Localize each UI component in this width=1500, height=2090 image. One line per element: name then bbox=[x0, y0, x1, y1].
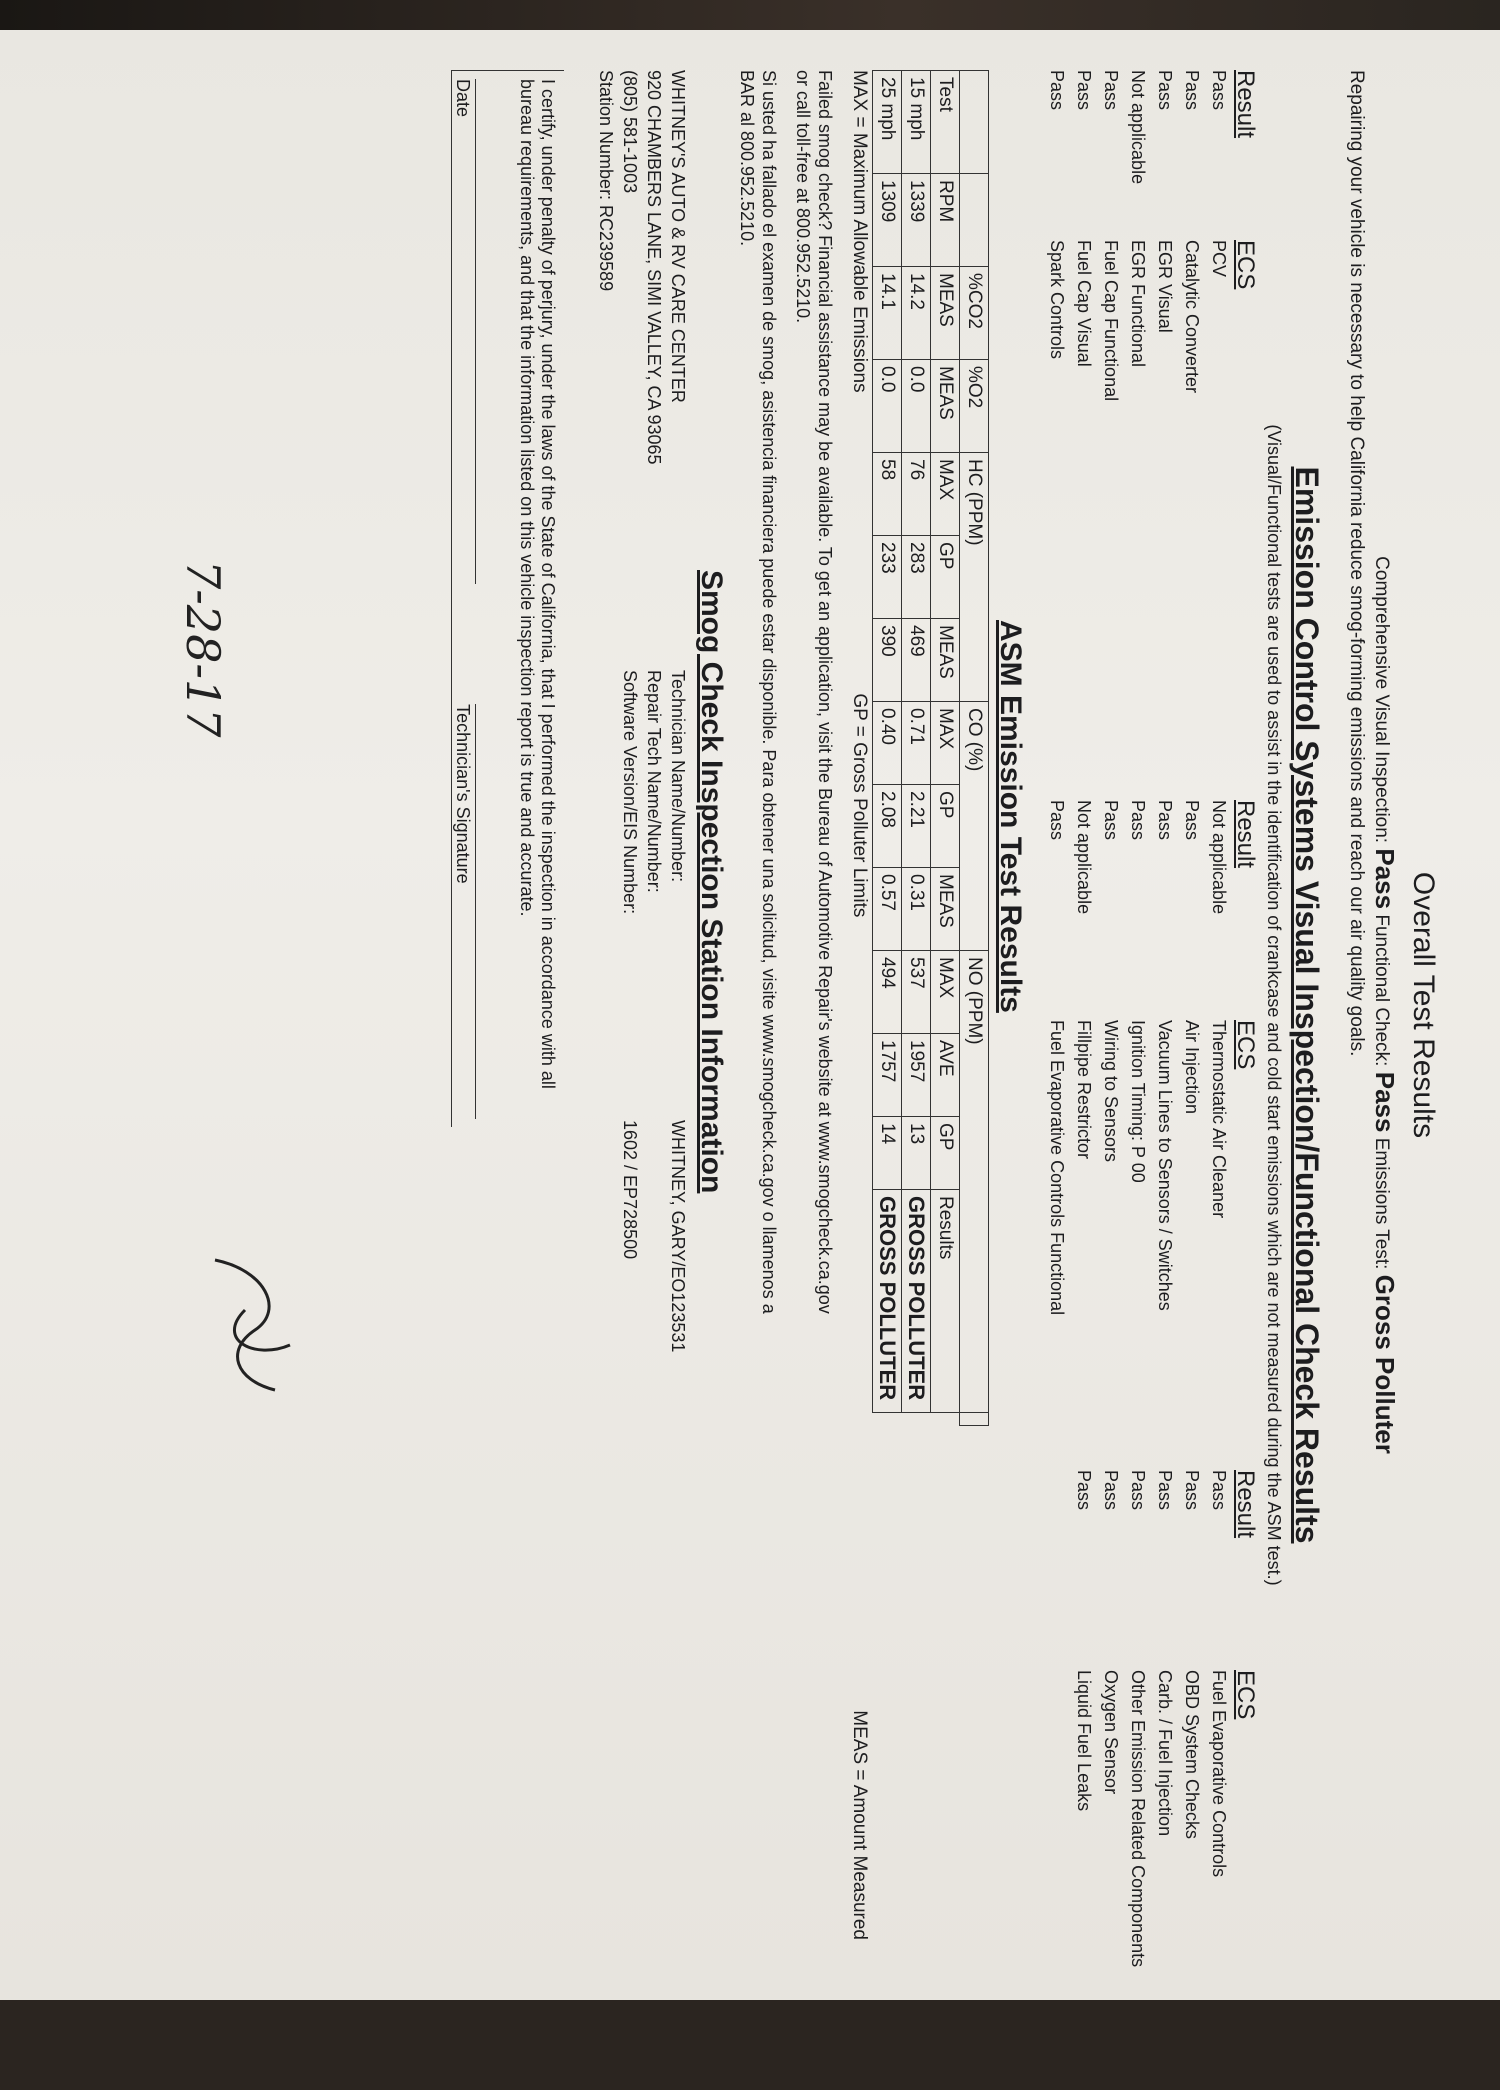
ecs-result: Pass bbox=[1047, 70, 1067, 111]
ecs-result: Not applicable bbox=[1209, 800, 1229, 915]
repair-tech-label: Repair Tech Name/Number: bbox=[644, 670, 664, 893]
asm-cell: GROSS POLLUTER bbox=[902, 1190, 931, 1413]
asm-group-header: HC (PPM) bbox=[960, 453, 989, 702]
ecs-name: Other Emission Related Components bbox=[1128, 1670, 1148, 1968]
ecs-name-header: ECS bbox=[1232, 1670, 1259, 1720]
ecs-name: EGR Functional bbox=[1128, 240, 1148, 368]
asm-sub-header: Results bbox=[931, 1190, 960, 1413]
repair-note: Repairing your vehicle is necessary to help California reduce smog-forming emissions and reach our air quality goals. bbox=[1346, 70, 1367, 1057]
asm-sub-header: GP bbox=[931, 536, 960, 619]
ecs-result: Pass bbox=[1209, 70, 1229, 111]
asm-cell: 15 mph bbox=[902, 71, 931, 174]
asm-cell: 390 bbox=[873, 619, 902, 702]
ecs-name: Fuel Evaporative Controls bbox=[1209, 1670, 1229, 1878]
software-label: Software Version/EIS Number: bbox=[620, 670, 640, 915]
asm-cell: 0.0 bbox=[902, 360, 931, 453]
signature-row bbox=[452, 79, 476, 1119]
emissions-result: Gross Polluter bbox=[1370, 1274, 1400, 1454]
ecs-name: PCV bbox=[1209, 240, 1229, 278]
asm-group-header bbox=[960, 1413, 989, 1426]
ecs-result: Pass bbox=[1155, 800, 1175, 841]
ecs-name-header: ECS bbox=[1232, 1020, 1259, 1070]
asm-group-header: NO (PPM) bbox=[960, 951, 989, 1413]
legend-gp: GP = Gross Polluter Limits bbox=[849, 693, 870, 918]
asm-cell: 25 mph bbox=[873, 71, 902, 174]
overall-title: Overall Test Results bbox=[1407, 871, 1440, 1139]
functional-result: Pass bbox=[1370, 1071, 1400, 1133]
asm-sub-header: MEAS bbox=[931, 267, 960, 360]
asm-sub-header: MEAS bbox=[931, 619, 960, 702]
software-value: 1602 / EP728500 bbox=[620, 1120, 640, 1260]
ecs-name: EGR Visual bbox=[1155, 240, 1175, 333]
station-name: WHITNEY'S AUTO & RV CARE CENTER bbox=[668, 70, 688, 403]
asm-sub-header: MAX bbox=[931, 453, 960, 536]
asm-sub-header: MAX bbox=[931, 951, 960, 1034]
ecs-result: Pass bbox=[1155, 70, 1175, 111]
tech-label: Technician Name/Number: bbox=[668, 670, 688, 883]
ecs-note: (Visual/Functional tests are used to assist in the identification of crankcase and cold start emissions which are not measured during the ASM test.) bbox=[1264, 424, 1284, 1586]
ecs-name: Fillpipe Restrictor bbox=[1074, 1020, 1094, 1160]
ecs-name: Ignition Timing: P 00 bbox=[1128, 1020, 1148, 1183]
asm-cell: 58 bbox=[873, 453, 902, 536]
asm-title: ASM Emission Test Results bbox=[994, 620, 1027, 1013]
asm-table bbox=[872, 70, 989, 1426]
asm-cell: GROSS POLLUTER bbox=[873, 1190, 902, 1413]
asm-cell: 494 bbox=[873, 951, 902, 1034]
emissions-label: Emissions Test: bbox=[1371, 1137, 1392, 1270]
asm-cell: 0.40 bbox=[873, 702, 902, 785]
ecs-result: Pass bbox=[1074, 1470, 1094, 1511]
ecs-name bbox=[1043, 1670, 1070, 2090]
overall-results-line bbox=[1369, 70, 1400, 1940]
asm-cell: 14.2 bbox=[902, 267, 931, 360]
ecs-result-header: Result bbox=[1232, 800, 1259, 869]
asm-sub-header: AVE bbox=[931, 1034, 960, 1117]
signature-scribble-icon bbox=[195, 1250, 305, 1400]
asm-sub-header: MEAS bbox=[931, 868, 960, 951]
asm-group-header bbox=[960, 174, 989, 267]
asm-sub-header: Test bbox=[931, 71, 960, 174]
asm-sub-header: MEAS bbox=[931, 360, 960, 453]
tech-value: WHITNEY, GARY/EO123531 bbox=[668, 1120, 688, 1353]
ecs-result: Pass bbox=[1074, 70, 1094, 111]
ecs-name: Catalytic Converter bbox=[1182, 240, 1202, 394]
ecs-result: Pass bbox=[1101, 800, 1121, 841]
ecs-grid bbox=[1043, 70, 1259, 1968]
ecs-name: Air Injection bbox=[1182, 1020, 1202, 1115]
certify-box bbox=[451, 70, 564, 1127]
station-info bbox=[594, 70, 690, 1940]
ecs-result: Pass bbox=[1101, 1470, 1121, 1511]
ecs-name-header: ECS bbox=[1232, 240, 1259, 290]
ecs-result-header: Result bbox=[1232, 1470, 1259, 1539]
ecs-result: Pass bbox=[1128, 1470, 1148, 1511]
functional-label: Functional Check: bbox=[1371, 914, 1392, 1067]
ecs-name: OBD System Checks bbox=[1182, 1670, 1202, 1840]
asm-group-header: CO (%) bbox=[960, 702, 989, 951]
ecs-name: Fuel Cap Visual bbox=[1074, 240, 1094, 367]
table-row bbox=[902, 71, 931, 1426]
asm-legend bbox=[848, 70, 870, 1940]
asm-cell: 2.08 bbox=[873, 785, 902, 868]
visual-result: Pass bbox=[1370, 848, 1400, 910]
asm-cell: 14.1 bbox=[873, 267, 902, 360]
ecs-result: Pass bbox=[1182, 1470, 1202, 1511]
asm-cell: 469 bbox=[902, 619, 931, 702]
signature-label: Technician's Signature bbox=[452, 704, 476, 1119]
ecs-name: Thermostatic Air Cleaner bbox=[1209, 1020, 1229, 1219]
asm-group-header: %O2 bbox=[960, 360, 989, 453]
certify-text: I certify, under penalty of perjury, under the laws of the State of California, that I performed the inspection in accordance with all bureau requirements, and that the information listed on this vehicle inspection report is true and accurate. bbox=[517, 79, 558, 1089]
ecs-result: Pass bbox=[1128, 800, 1148, 841]
ecs-name: Oxygen Sensor bbox=[1101, 1670, 1121, 1795]
asm-cell: 0.71 bbox=[902, 702, 931, 785]
ecs-result: Pass bbox=[1182, 800, 1202, 841]
ecs-name: Wiring to Sensors bbox=[1101, 1020, 1121, 1163]
inspection-report bbox=[30, 0, 1500, 1968]
legend-max: MAX = Maximum Allowable Emissions bbox=[849, 70, 870, 393]
asm-cell: 0.31 bbox=[902, 868, 931, 951]
ecs-result: Pass bbox=[1209, 1470, 1229, 1511]
station-address: 920 CHAMBERS LANE, SIMI VALLEY, CA 93065 bbox=[644, 70, 664, 465]
ecs-name: Spark Controls bbox=[1047, 240, 1067, 360]
station-phone: (805) 581-1003 bbox=[620, 70, 640, 194]
ecs-result: Not applicable bbox=[1128, 70, 1148, 185]
asm-cell: 0.57 bbox=[873, 868, 902, 951]
asm-cell: 1957 bbox=[902, 1034, 931, 1117]
table-row bbox=[873, 71, 902, 1426]
asm-cell: 2.21 bbox=[902, 785, 931, 868]
asm-group-header: %CO2 bbox=[960, 267, 989, 360]
date-label: Date bbox=[452, 79, 476, 584]
assistance-es: Si usted ha fallado el examen de smog, asistencia financiera puede estar disponible. Para obtener una solicitud, visite www.smogcheck.ca.gov o llamenos a BAR al 800.952.5210. bbox=[737, 70, 779, 1314]
ecs-result: Not applicable bbox=[1074, 800, 1094, 915]
ecs-section-title: Emission Control Systems Visual Inspection/Functional Check Results bbox=[1289, 466, 1325, 1544]
ecs-result: Pass bbox=[1101, 70, 1121, 111]
handwritten-date: 7-28-17 bbox=[176, 560, 230, 738]
asm-cell: 1339 bbox=[902, 174, 931, 267]
station-number: Station Number: RC239589 bbox=[596, 70, 616, 292]
asm-sub-header: MAX bbox=[931, 702, 960, 785]
asm-sub-header: RPM bbox=[931, 174, 960, 267]
ecs-result: Pass bbox=[1182, 70, 1202, 111]
ecs-name: Carb. / Fuel Injection bbox=[1155, 1670, 1175, 1837]
ecs-name: Fuel Evaporative Controls Functional bbox=[1047, 1020, 1067, 1316]
asm-cell: 76 bbox=[902, 453, 931, 536]
asm-cell: 1757 bbox=[873, 1034, 902, 1117]
asm-cell: 283 bbox=[902, 536, 931, 619]
asm-cell: 537 bbox=[902, 951, 931, 1034]
asm-group-header bbox=[960, 71, 989, 174]
asm-sub-header: GP bbox=[931, 785, 960, 868]
ecs-name: Vacuum Lines to Sensors / Switches bbox=[1155, 1020, 1175, 1311]
asm-sub-header: GP bbox=[931, 1117, 960, 1190]
station-title: Smog Check Inspection Station Information bbox=[695, 570, 728, 1194]
asm-cell: 1309 bbox=[873, 174, 902, 267]
ecs-result-header: Result bbox=[1232, 70, 1259, 139]
asm-cell: 233 bbox=[873, 536, 902, 619]
ecs-result bbox=[1043, 1470, 1070, 1670]
ecs-result: Pass bbox=[1155, 1470, 1175, 1511]
legend-meas: MEAS = Amount Measured bbox=[849, 1710, 870, 1940]
ecs-name: Fuel Cap Functional bbox=[1101, 240, 1121, 402]
assistance-en: Failed smog check? Financial assistance may be available. To get an application, visit the Bureau of Automotive Repair's website at www.smogcheck.ca.gov or call toll-free at 800.952.5210. bbox=[793, 70, 835, 1314]
asm-cell: 13 bbox=[902, 1117, 931, 1190]
visual-label: Comprehensive Visual Inspection: bbox=[1371, 556, 1392, 844]
asm-cell: 0.0 bbox=[873, 360, 902, 453]
ecs-name: Liquid Fuel Leaks bbox=[1074, 1670, 1094, 1812]
asm-cell: 14 bbox=[873, 1117, 902, 1190]
ecs-result: Pass bbox=[1047, 800, 1067, 841]
